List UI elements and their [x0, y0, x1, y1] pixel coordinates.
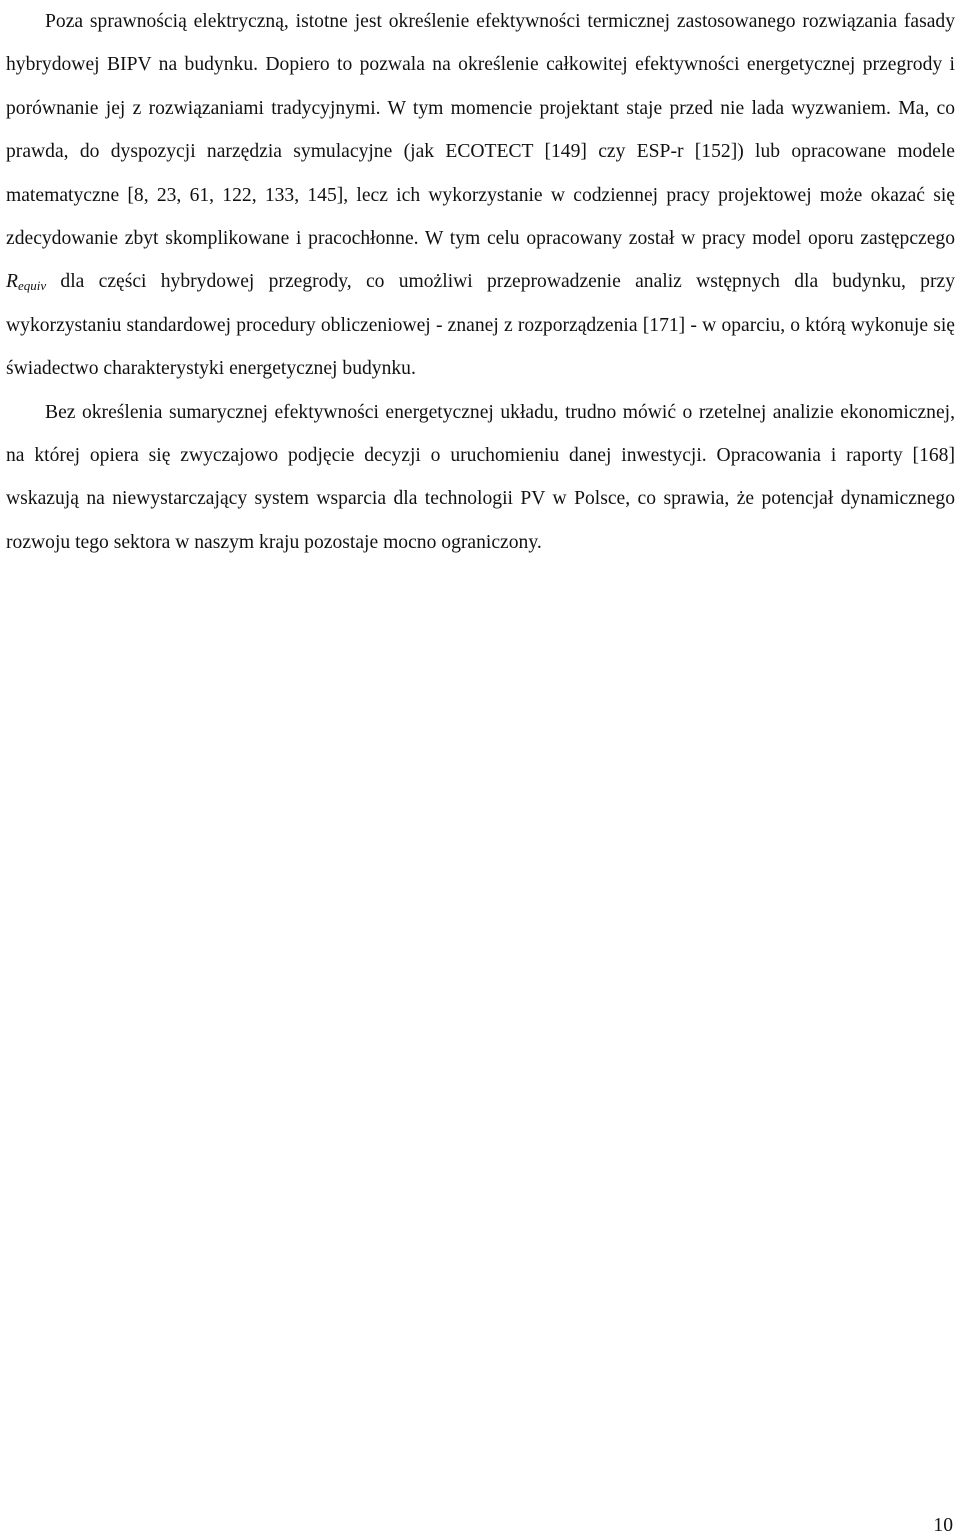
paragraph-1-text-after: dla części hybrydowej przegrody, co umożliwi przeprowadzenie analiz wstępnych dla budynku, przy wykorzystaniu standardowej procedury obliczeniowej - znanej z rozporządzenia [171] - w oparciu, o którą wykonuje się świadectwo charakterystyki energetycznej budynku. [6, 271, 955, 380]
paragraph-2 [6, 391, 955, 565]
r-equiv-subscript: equiv [17, 278, 47, 294]
paragraph-1 [6, 0, 955, 391]
paragraph-1-text: Poza sprawnością elektryczną, istotne jest określenie efektywności termicznej zastosowanego rozwiązania fasady hybrydowej BIPV na budynku. Dopiero to pozwala na określenie całkowitej efektywności energetycznej przegrody i porównanie jej z rozwiązaniami tradycyjnymi. W tym momencie projektant staje przed nie lada wyzwaniem. Ma, co prawda, do dyspozycji narzędzia symulacyjne (jak ECOTECT [149] czy ESP-r [152]) lub opracowane modele matematyczne [8, 23, 61, 122, 133, 145], lecz ich wykorzystanie w codziennej pracy projektowej może okazać się zdecydowanie zbyt skomplikowane i pracochłonne. W tym celu opracowany został w pracy model oporu zastępczego [6, 11, 955, 250]
page-number: 10 [933, 1515, 953, 1536]
r-equiv-base: R [6, 271, 18, 293]
r-equiv-symbol [6, 271, 46, 292]
document-page [6, 0, 955, 564]
paragraph-2-text: Bez określenia sumarycznej efektywności energetycznej układu, trudno mówić o rzetelnej analizie ekonomicznej, na której opiera się zwyczajowo podjęcie decyzji o uruchomieniu danej inwestycji. Opracowania i raporty [168] wskazują na niewystarczający system wsparcia dla technologii PV w Polsce, co sprawia, że potencjał dynamicznego rozwoju tego sektora w naszym kraju pozostaje mocno ograniczony. [6, 401, 955, 553]
